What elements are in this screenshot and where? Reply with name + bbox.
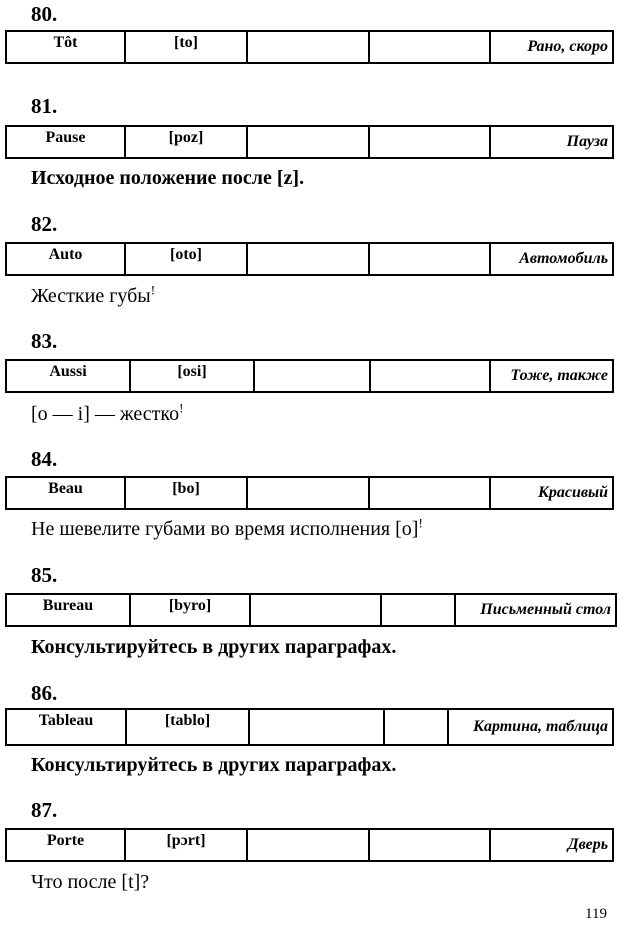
translation-cell: Автомобиль bbox=[490, 243, 613, 275]
blank-cell bbox=[370, 360, 490, 392]
table-row bbox=[6, 477, 613, 509]
blank-cell bbox=[247, 31, 369, 63]
instruction-note bbox=[31, 870, 149, 894]
vocab-table bbox=[5, 125, 614, 159]
vocab-table bbox=[5, 593, 617, 627]
blank-cell bbox=[254, 360, 370, 392]
blank-cell bbox=[247, 477, 369, 509]
word-cell: Pause bbox=[6, 126, 125, 158]
page-number: 119 bbox=[585, 906, 607, 922]
transcription-cell: [osi] bbox=[130, 360, 254, 392]
vocab-table bbox=[5, 476, 614, 510]
translation-cell: Пауза bbox=[490, 126, 613, 158]
note-text: Жесткие губы bbox=[31, 285, 151, 307]
transcription-cell: [bo] bbox=[125, 477, 247, 509]
blank-cell bbox=[369, 477, 490, 509]
entry-number: 85. bbox=[31, 563, 58, 587]
word-cell: Auto bbox=[6, 243, 125, 275]
vocab-table bbox=[5, 708, 614, 746]
blank-cell bbox=[249, 709, 384, 745]
note-text: Что после [t]? bbox=[31, 871, 150, 893]
entry-number: 80. bbox=[31, 2, 58, 26]
word-cell: Beau bbox=[6, 477, 125, 509]
emphasis-mark: ! bbox=[418, 515, 423, 531]
table-row bbox=[6, 594, 616, 626]
instruction-note bbox=[31, 402, 183, 426]
table-row bbox=[6, 126, 613, 158]
vocab-table bbox=[5, 828, 614, 862]
note-text: Консультируйтесь в других параграфах. bbox=[31, 636, 397, 658]
transcription-cell: [byro] bbox=[130, 594, 250, 626]
instruction-note bbox=[31, 166, 304, 190]
transcription-cell: [poz] bbox=[125, 126, 247, 158]
transcription-cell: [oto] bbox=[125, 243, 247, 275]
blank-cell bbox=[381, 594, 455, 626]
translation-cell: Тоже, также bbox=[490, 360, 613, 392]
blank-cell bbox=[369, 243, 490, 275]
translation-cell: Дверь bbox=[490, 829, 613, 861]
table-row bbox=[6, 243, 613, 275]
vocab-table bbox=[5, 242, 614, 276]
blank-cell bbox=[369, 31, 490, 63]
table-row bbox=[6, 31, 613, 63]
blank-cell bbox=[369, 829, 490, 861]
word-cell: Tôt bbox=[6, 31, 125, 63]
blank-cell bbox=[247, 126, 369, 158]
transcription-cell: [to] bbox=[125, 31, 247, 63]
blank-cell bbox=[369, 126, 490, 158]
translation-cell: Рано, скоро bbox=[490, 31, 613, 63]
word-cell: Aussi bbox=[6, 360, 130, 392]
transcription-cell: [tablo] bbox=[126, 709, 249, 745]
entry-number: 82. bbox=[31, 212, 58, 236]
instruction-note bbox=[31, 517, 423, 541]
blank-cell bbox=[247, 829, 369, 861]
entry-number: 83. bbox=[31, 329, 58, 353]
translation-cell: Красивый bbox=[490, 477, 613, 509]
word-cell: Porte bbox=[6, 829, 125, 861]
vocab-table bbox=[5, 30, 614, 64]
entry-number: 84. bbox=[31, 447, 58, 471]
entry-number: 87. bbox=[31, 798, 58, 822]
table-row bbox=[6, 709, 613, 745]
table-row bbox=[6, 829, 613, 861]
instruction-note bbox=[31, 753, 396, 777]
blank-cell bbox=[384, 709, 448, 745]
note-text: Исходное положение после [z]. bbox=[31, 167, 305, 189]
instruction-note bbox=[31, 284, 155, 308]
table-row bbox=[6, 360, 613, 392]
word-cell: Bureau bbox=[6, 594, 130, 626]
transcription-cell: [pɔrt] bbox=[125, 829, 247, 861]
note-text: Консультируйтесь в других параграфах. bbox=[31, 754, 397, 776]
blank-cell bbox=[247, 243, 369, 275]
blank-cell bbox=[250, 594, 381, 626]
word-cell: Tableau bbox=[6, 709, 126, 745]
translation-cell: Картина, таблица bbox=[448, 709, 613, 745]
entry-number: 81. bbox=[31, 94, 58, 118]
instruction-note bbox=[31, 635, 396, 659]
entry-number: 86. bbox=[31, 681, 58, 705]
vocab-table bbox=[5, 359, 614, 393]
emphasis-mark: ! bbox=[179, 400, 184, 416]
note-text: [o — i] — жестко bbox=[31, 403, 180, 425]
translation-cell: Письменный стол bbox=[455, 594, 616, 626]
note-text: Не шевелите губами во время исполнения [o] bbox=[31, 518, 419, 540]
emphasis-mark: ! bbox=[150, 282, 156, 298]
